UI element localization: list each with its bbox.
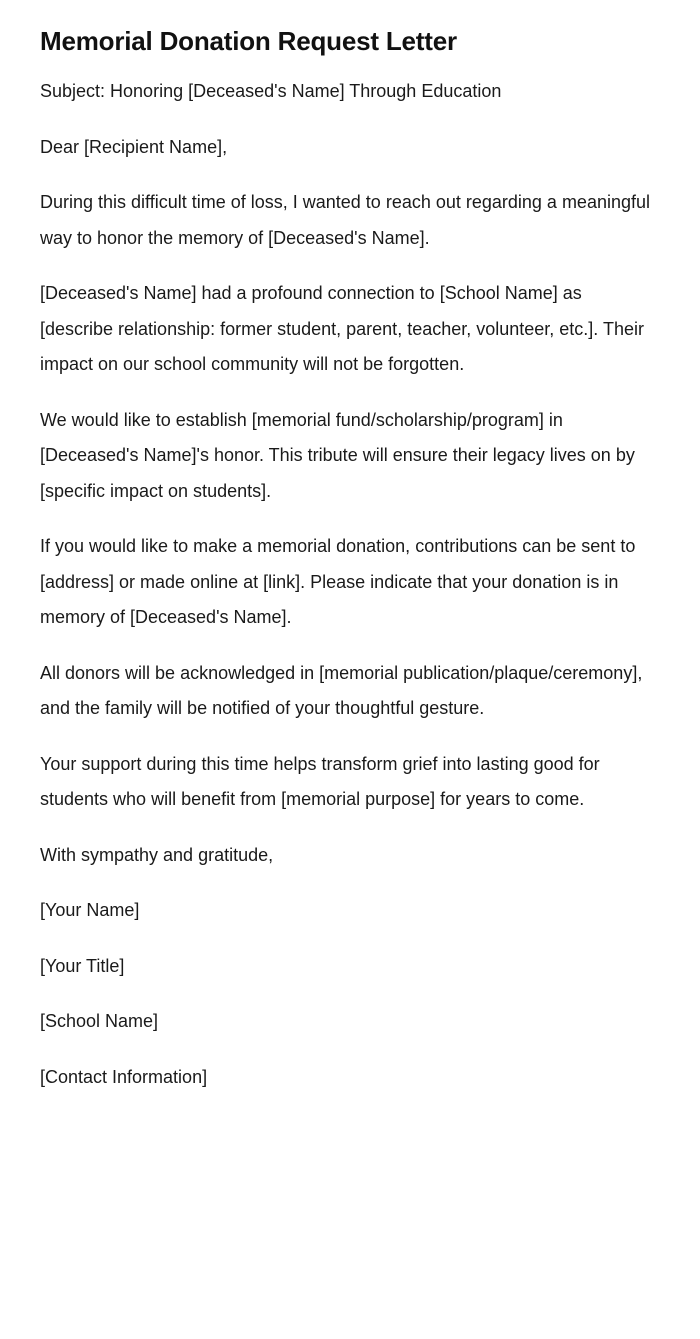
page-title: Memorial Donation Request Letter <box>40 26 457 56</box>
body-paragraph-1: During this difficult time of loss, I wanted to reach out regarding a meaningful way to honor the memory of [Deceased's Name]. <box>40 192 650 248</box>
signature-contact-information: [Contact Information] <box>40 1066 208 1087</box>
body-paragraph-6: Your support during this time helps transform grief into lasting good for students who will benefit from [memorial purpose] for years to come. <box>40 753 600 809</box>
closing-line: With sympathy and gratitude, <box>40 844 274 865</box>
body-paragraph-5: All donors will be acknowledged in [memorial publication/plaque/ceremony], and the family will be notified of your thoughtful gesture. <box>40 662 643 718</box>
letter-body <box>40 74 650 1095</box>
signature-school-name: [School Name] <box>40 1011 159 1031</box>
body-paragraph-3: We would like to establish [memorial fund/scholarship/program] in [Deceased's Name]'s honor. This tribute will ensure their legacy lives on by [specific impact on students]. <box>40 409 635 501</box>
signature-your-title: [Your Title] <box>40 955 125 976</box>
salutation: Dear [Recipient Name], <box>40 136 228 157</box>
signature-your-name: [Your Name] <box>40 900 140 920</box>
body-paragraph-4: If you would like to make a memorial donation, contributions can be sent to [address] or made online at [link]. Please indicate that your donation is in memory of [Deceased's Name]. <box>40 536 636 627</box>
body-paragraph-2: [Deceased's Name] had a profound connection to [School Name] as [describe relationship: former student, parent, teacher, volunteer, etc.]. Their impact on our school community will not be forgotten. <box>40 283 644 374</box>
subject-line: Subject: Honoring [Deceased's Name] Through Education <box>40 81 502 101</box>
